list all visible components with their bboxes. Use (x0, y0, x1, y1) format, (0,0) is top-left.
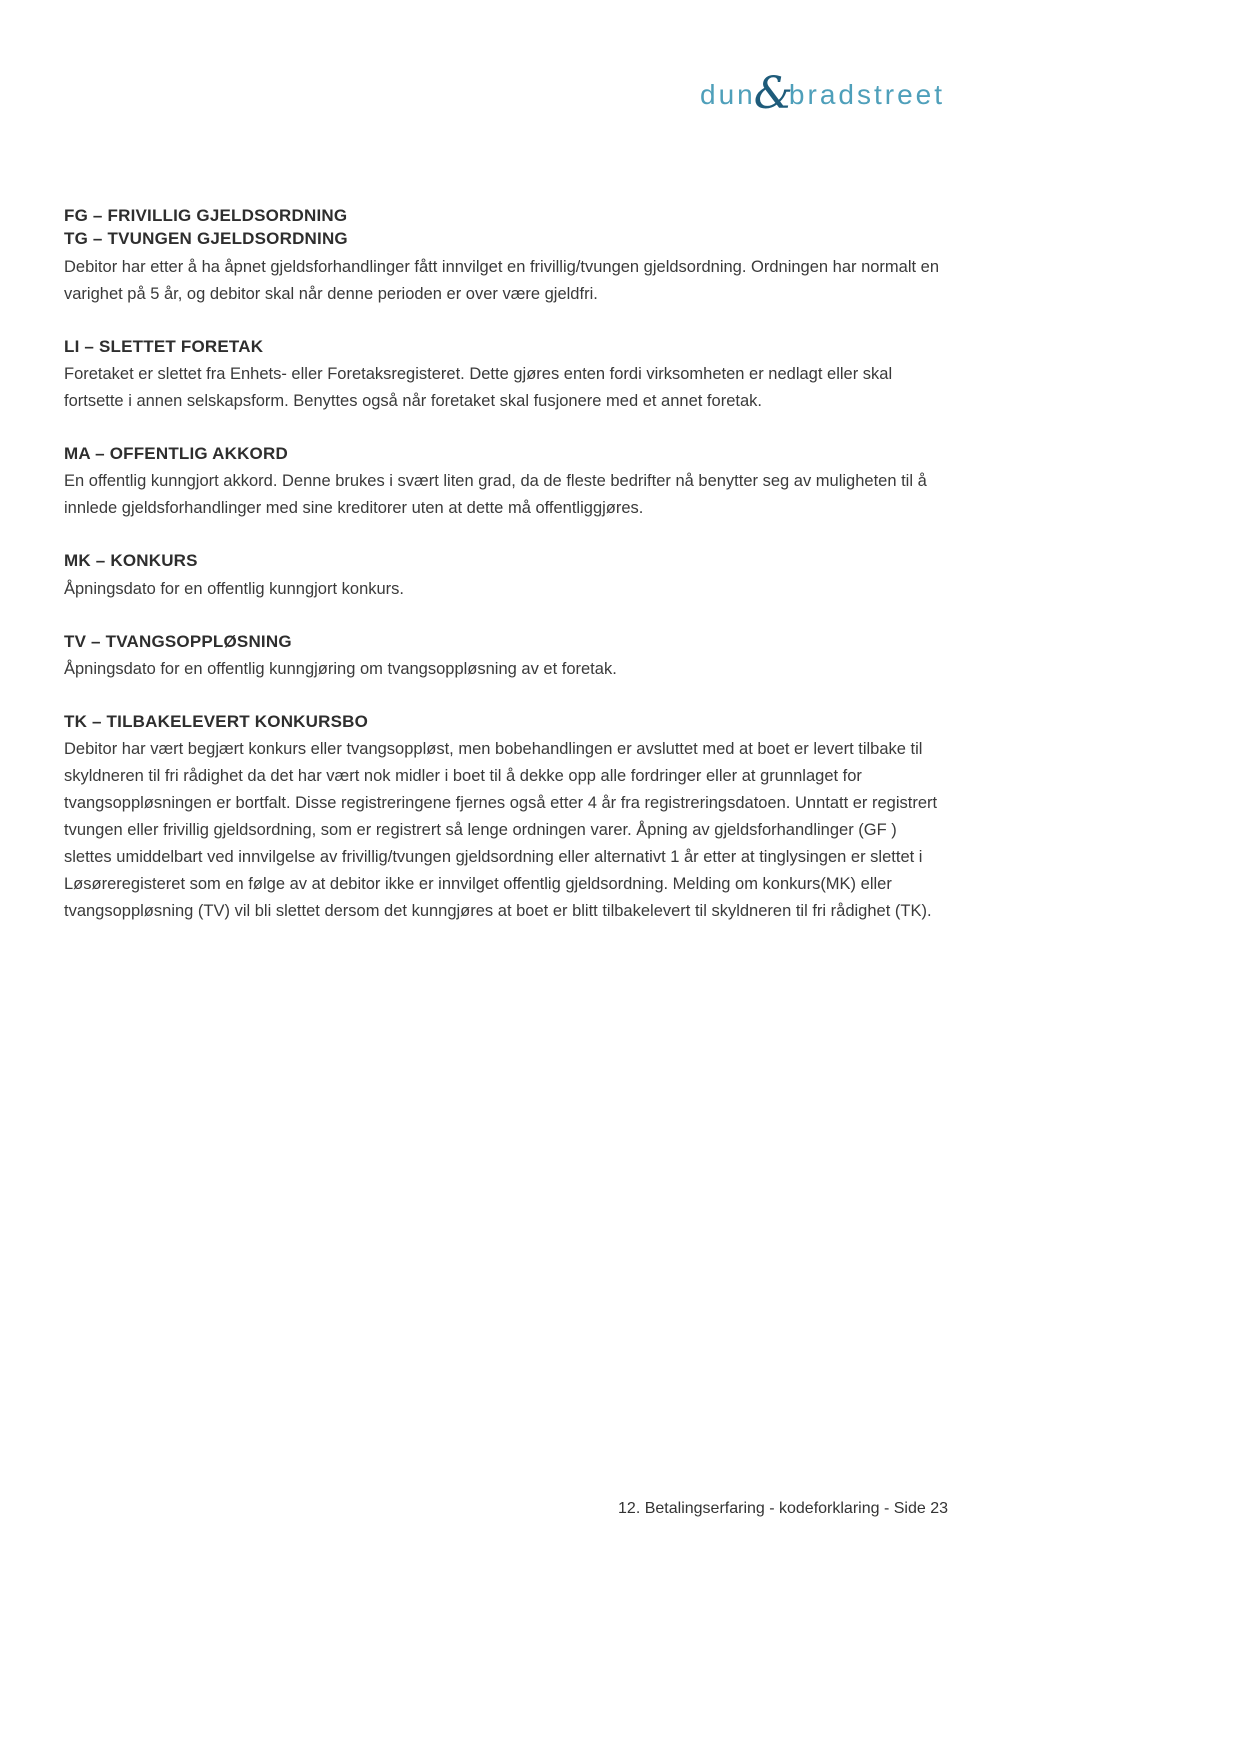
section-heading-tv: TV – TVANGSOPPLØSNING (64, 631, 292, 651)
section-body-fg-tg: Debitor har etter å ha åpnet gjeldsforhandlinger fått innvilget en frivillig/tvungen gjeldsordning. Ordningen har normalt en varighet på 5 år, og debitor skal når denne perioden er over være gjeldfri. (64, 257, 940, 303)
section-body-mk: Åpningsdato for en offentlig kunngjort konkurs. (64, 579, 404, 598)
logo-text-dun: dun (700, 79, 756, 110)
section-heading-tg: TG – TVUNGEN GJELDSORDNING (64, 229, 348, 249)
section-tv (64, 630, 948, 683)
section-heading-fg: FG – FRIVILLIG GJELDSORDNING (64, 206, 348, 225)
footer-text: 12. Betalingserfaring - kodeforklaring - Side 23 (618, 1500, 948, 1517)
page-footer (618, 1500, 948, 1518)
section-heading-mk: MK – KONKURS (64, 551, 198, 571)
section-body-tk: Debitor har vært begjært konkurs eller tvangsoppløst, men bobehandlingen er avsluttet med at boet er levert tilbake til skyldneren til fri rådighet da det har vært nok midler i boet til å dekke opp alle fordringer eller at grunnlaget for tvangsoppløsningen er bortfalt. Disse registreringene fjernes også etter 4 år fra registreringsdatoen. Unntatt er registrert tvungen eller frivillig gjeldsordning, som er registrert så lenge ordningen varer. Åpning av gjeldsforhandlinger (GF ) slettes umiddelbart ved innvilgelse av frivillig/tvungen gjeldsordning eller alternativt 1 år etter at tinglysingen er slettet i Løsøreregisteret som en følge av at debitor ikke er innvilget offentlig gjeldsordning. Melding om konkurs(MK) eller tvangsoppløsning (TV) vil bli slettet dersom det kunngjøres at boet er blitt tilbakelevert til skyldneren til fri rådighet (TK). (64, 740, 938, 920)
section-ma (64, 442, 948, 522)
logo-ampersand-icon: & (753, 68, 793, 119)
section-li (64, 335, 948, 415)
section-body-tv: Åpningsdato for en offentlig kunngjøring om tvangsoppløsning av et foretak. (64, 659, 617, 678)
section-body-li: Foretaket er slettet fra Enhets- eller Foretaksregisteret. Dette gjøres enten fordi virksomheten er nedlagt eller skal fortsette i annen selskapsform. Benyttes også når foretaket skal fusjonere med et annet foretak. (64, 365, 893, 411)
dun-bradstreet-logo (700, 68, 945, 119)
section-heading-ma: MA – OFFENTLIG AKKORD (64, 443, 288, 463)
section-fg-tg (64, 204, 948, 308)
document-body (64, 204, 948, 952)
section-mk (64, 549, 948, 602)
section-tk (64, 710, 948, 925)
section-heading-li: LI – SLETTET FORETAK (64, 336, 264, 356)
logo-text-bradstreet: bradstreet (788, 79, 945, 110)
section-body-ma: En offentlig kunngjort akkord. Denne brukes i svært liten grad, da de fleste bedrifter nå benytter seg av muligheten til å innlede gjeldsforhandlinger med sine kreditorer uten at dette må offentliggjøres. (64, 472, 927, 518)
section-heading-tk: TK – TILBAKELEVERT KONKURSBO (64, 711, 369, 731)
